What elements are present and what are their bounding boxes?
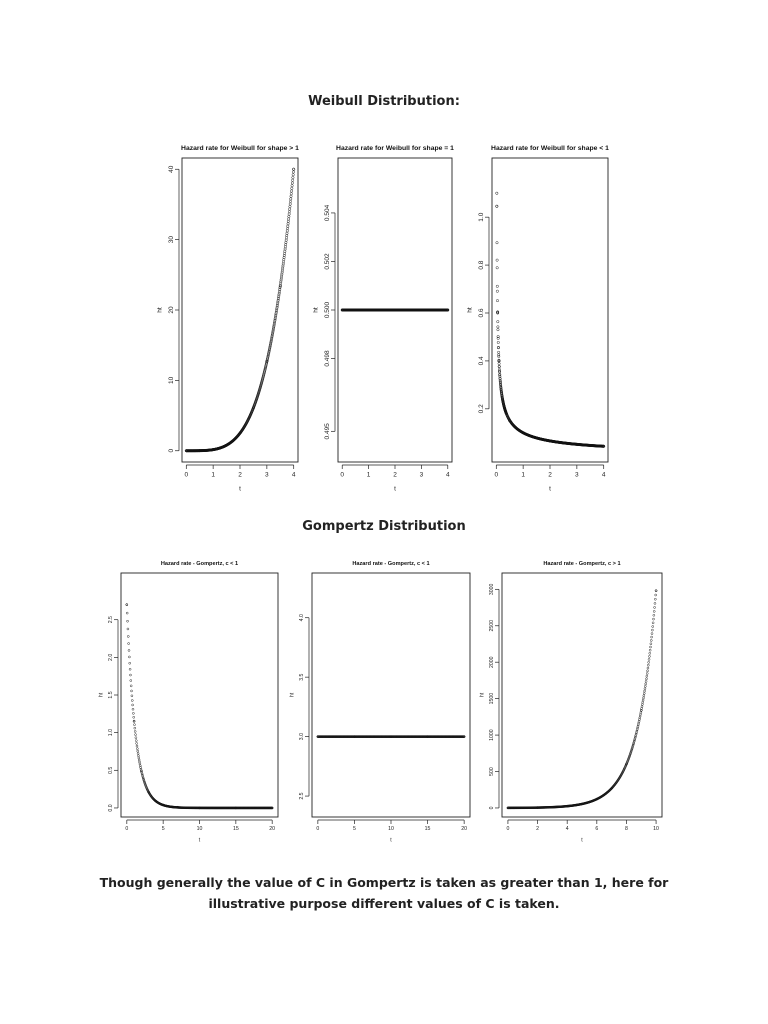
data-point [133,716,135,718]
data-point [132,712,134,714]
y-axis [299,614,309,800]
data-point [641,705,643,707]
y-tick-label: 3.0 [299,733,305,741]
data-point [289,200,291,202]
data-point [130,680,132,682]
plot-title: Hazard rate for Weibull for shape < 1 [491,145,609,152]
y-tick-label: 0.500 [324,301,331,319]
data-point [647,667,649,669]
x-tick-label: 3 [419,471,424,479]
data-series [507,590,657,809]
weibull-shape-gt1-plot [156,130,306,500]
y-axis [324,204,335,439]
data-point [644,685,646,687]
data-point [287,225,289,227]
data-point [646,675,648,677]
data-point [132,704,134,706]
y-tick-label: 2.5 [108,616,114,624]
data-point [137,753,139,755]
data-point [131,695,133,697]
x-axis [340,465,450,479]
data-point [137,755,139,757]
data-point [131,690,133,692]
x-tick-label: 4 [445,471,450,479]
data-point [496,299,498,301]
x-tick-label: 2 [238,471,242,479]
data-point [127,628,129,630]
data-point [290,198,292,200]
x-tick-label: 0 [494,471,499,479]
data-point [136,745,138,747]
data-point [133,724,135,726]
y-axis [108,616,118,812]
y-tick-label: 0 [489,806,495,810]
data-point [138,759,140,761]
data-point [131,699,133,701]
data-point [135,740,137,742]
data-point [644,690,646,692]
gompertz-c-lt1-flat-plot [288,553,478,853]
y-tick-label: 0.0 [108,804,114,812]
data-point [127,635,129,637]
x-axis-label: t [394,485,396,493]
data-point [287,218,289,220]
data-point [645,678,647,680]
y-tick-label: 0.5 [108,766,114,774]
data-point [138,757,140,759]
data-point [129,668,131,670]
data-point [286,230,288,232]
data-point [126,604,128,606]
x-tick-label: 5 [352,826,356,833]
data-point [640,709,642,711]
data-point [135,737,137,739]
y-tick-label: 1.0 [478,212,485,222]
data-point [641,707,643,709]
x-axis-label: t [198,837,201,844]
data-point [633,742,635,744]
gompertz-c-gt1-plot [478,553,670,853]
data-point [287,220,289,222]
x-tick-label: 20 [461,826,468,833]
data-point [496,242,498,244]
data-point [654,598,656,600]
data-point [129,674,131,676]
data-point [646,673,648,675]
data-series [341,309,449,311]
data-point [286,232,288,234]
data-point [649,649,651,651]
data-point [642,701,644,703]
data-point [634,739,636,741]
plot-frame [502,573,662,817]
y-tick-label: 0.504 [324,204,331,222]
y-axis [489,583,499,809]
data-point [647,664,649,666]
data-point [655,594,657,596]
data-point [128,649,130,651]
data-point [651,629,653,631]
x-tick-label: 2 [393,471,397,479]
y-tick-label: 4.0 [299,614,305,622]
x-tick-label: 5 [161,826,165,833]
data-point [286,234,288,236]
x-tick-label: 3 [265,471,269,479]
y-tick-label: 1500 [489,692,495,705]
data-point [290,195,292,197]
data-point [287,223,289,225]
data-point [645,683,647,685]
data-point [653,614,655,616]
data-point [496,192,498,194]
data-point [137,750,139,752]
x-tick-label: 2 [548,471,552,479]
y-axis-label: ht [156,307,164,313]
data-series [317,736,465,738]
data-point [642,697,644,699]
y-tick-label: 40 [168,165,175,173]
weibull-shape-eq1-plot [312,130,460,500]
y-axis [168,165,179,452]
y-tick-label: 0.495 [324,423,331,440]
data-point [292,174,294,176]
data-point [652,622,654,624]
data-series [496,192,605,447]
data-point [633,740,635,742]
y-tick-label: 10 [168,376,175,384]
x-tick-label: 10 [196,826,203,833]
data-point [643,692,645,694]
y-axis [478,212,489,413]
y-tick-label: 500 [489,767,495,776]
data-point [126,612,128,614]
x-tick-label: 4 [291,471,296,479]
data-point [650,639,652,641]
y-tick-label: 0.4 [478,356,485,366]
data-point [288,215,290,217]
x-tick-label: 10 [388,826,394,833]
data-series [126,604,273,809]
y-tick-label: 2.5 [299,792,305,800]
data-point [643,695,645,697]
data-point [648,655,650,657]
x-axis [506,820,659,832]
y-tick-label: 0.8 [478,260,485,270]
data-point [291,179,293,181]
x-tick-label: 0 [340,471,345,479]
data-point [496,285,498,287]
x-tick-label: 6 [595,826,599,833]
data-point [129,662,131,664]
x-axis-label: t [581,837,583,844]
data-point [134,730,136,732]
data-point [292,171,294,173]
data-point [288,213,290,215]
data-point [648,658,650,660]
data-point [642,699,644,701]
data-point [496,267,498,269]
x-tick-label: 15 [232,826,239,833]
y-tick-label: 0.498 [324,350,331,367]
data-point [289,203,291,205]
data-point [292,176,294,178]
plot-title: Hazard rate - Gompertz, c < 1 [352,561,430,567]
x-tick-label: 20 [269,826,276,833]
x-tick-label: 4 [601,471,606,479]
data-point [128,656,130,658]
x-axis [494,465,605,479]
data-point [497,351,499,353]
data-point [132,708,134,710]
data-point [498,362,500,364]
data-point [288,208,290,210]
gompertz-heading: Gompertz Distribution [302,519,466,534]
x-tick-label: 0 [316,826,320,833]
y-axis-label: ht [289,692,296,698]
x-tick-label: 3 [575,471,579,479]
data-point [289,205,291,207]
x-axis [316,820,467,832]
data-point [136,742,138,744]
caption-text: Though generally the value of C in Gompertz is taken as greater than 1, here for illustrative purpose different values of C is taken. [99,875,669,911]
data-point [285,237,287,239]
y-tick-label: 0.2 [478,404,485,414]
data-point [496,259,498,261]
y-tick-label: 1000 [489,729,495,741]
data-point [650,643,652,645]
data-point [652,618,654,620]
plot-frame [492,158,608,462]
y-tick-label: 2.0 [108,653,114,661]
data-point [497,326,499,328]
y-tick-label: 0.502 [324,253,331,270]
gompertz-c-lt1-decay-plot [96,553,286,853]
y-tick-label: 2000 [489,656,495,668]
data-point [654,602,656,604]
x-axis [125,820,275,832]
data-series [185,168,295,452]
data-point [139,761,141,763]
y-tick-label: 20 [168,306,175,314]
plot-title: Hazard rate for Weibull for shape = 1 [336,145,454,152]
data-point [644,688,646,690]
x-tick-label: 1 [211,471,215,479]
data-point [134,727,136,729]
plot-frame [312,573,470,817]
x-axis-label: t [549,485,551,493]
x-axis [184,465,295,479]
y-axis-label: ht [312,307,320,313]
data-point [285,239,287,241]
data-point [130,685,132,687]
x-tick-label: 8 [624,826,628,833]
data-point [136,748,138,750]
x-tick-label: 4 [565,826,569,833]
data-point [291,182,293,184]
y-tick-label: 30 [168,236,175,244]
y-axis-label: ht [466,307,474,313]
data-point [288,210,290,212]
data-point [135,734,137,736]
data-point [498,355,500,357]
data-point [293,168,295,170]
data-point [290,192,292,194]
data-point [291,184,293,186]
x-tick-label: 0 [506,826,510,833]
data-point [497,341,499,343]
data-point [650,646,652,648]
data-point [290,190,292,192]
y-tick-label: 2500 [489,619,495,632]
plot-title: Hazard rate - Gompertz, c > 1 [543,561,621,567]
data-point [649,652,651,654]
y-tick-label: 3.5 [299,673,305,681]
y-tick-label: 0 [168,448,175,453]
y-tick-label: 1.0 [108,729,114,737]
plot-title: Hazard rate - Gompertz, c < 1 [160,561,239,567]
data-point [648,661,650,663]
x-tick-label: 1 [366,471,371,479]
data-point [496,290,498,292]
data-point [641,703,643,705]
data-point [653,610,655,612]
data-point [655,590,657,592]
data-point [128,643,130,645]
data-point [291,187,293,189]
data-point [654,606,656,608]
x-tick-label: 0 [125,826,129,833]
data-point [652,626,654,628]
y-tick-label: 1.5 [108,691,114,699]
data-point [498,368,500,370]
data-point [645,680,647,682]
data-point [647,670,649,672]
x-tick-label: 10 [653,826,659,833]
data-point [286,227,288,229]
data-point [497,320,499,322]
y-axis-label: ht [98,692,105,698]
data-point [497,328,499,330]
plot-frame [182,158,298,462]
weibull-heading: Weibull Distribution: [308,94,460,109]
data-point [127,620,129,622]
x-axis-label: t [390,837,392,844]
data-point [496,205,498,207]
x-tick-label: 2 [536,826,540,833]
x-tick-label: 0 [184,471,189,479]
y-axis-label: ht [479,692,486,698]
x-tick-label: 15 [424,826,431,833]
x-axis-label: t [239,485,241,493]
weibull-shape-lt1-plot [466,130,616,500]
y-tick-label: 0.6 [478,308,485,318]
data-point [651,633,653,635]
y-tick-label: 3000 [489,583,495,596]
plot-title: Hazard rate for Weibull for shape > 1 [181,145,299,152]
x-tick-label: 1 [521,471,525,479]
data-point [651,636,653,638]
